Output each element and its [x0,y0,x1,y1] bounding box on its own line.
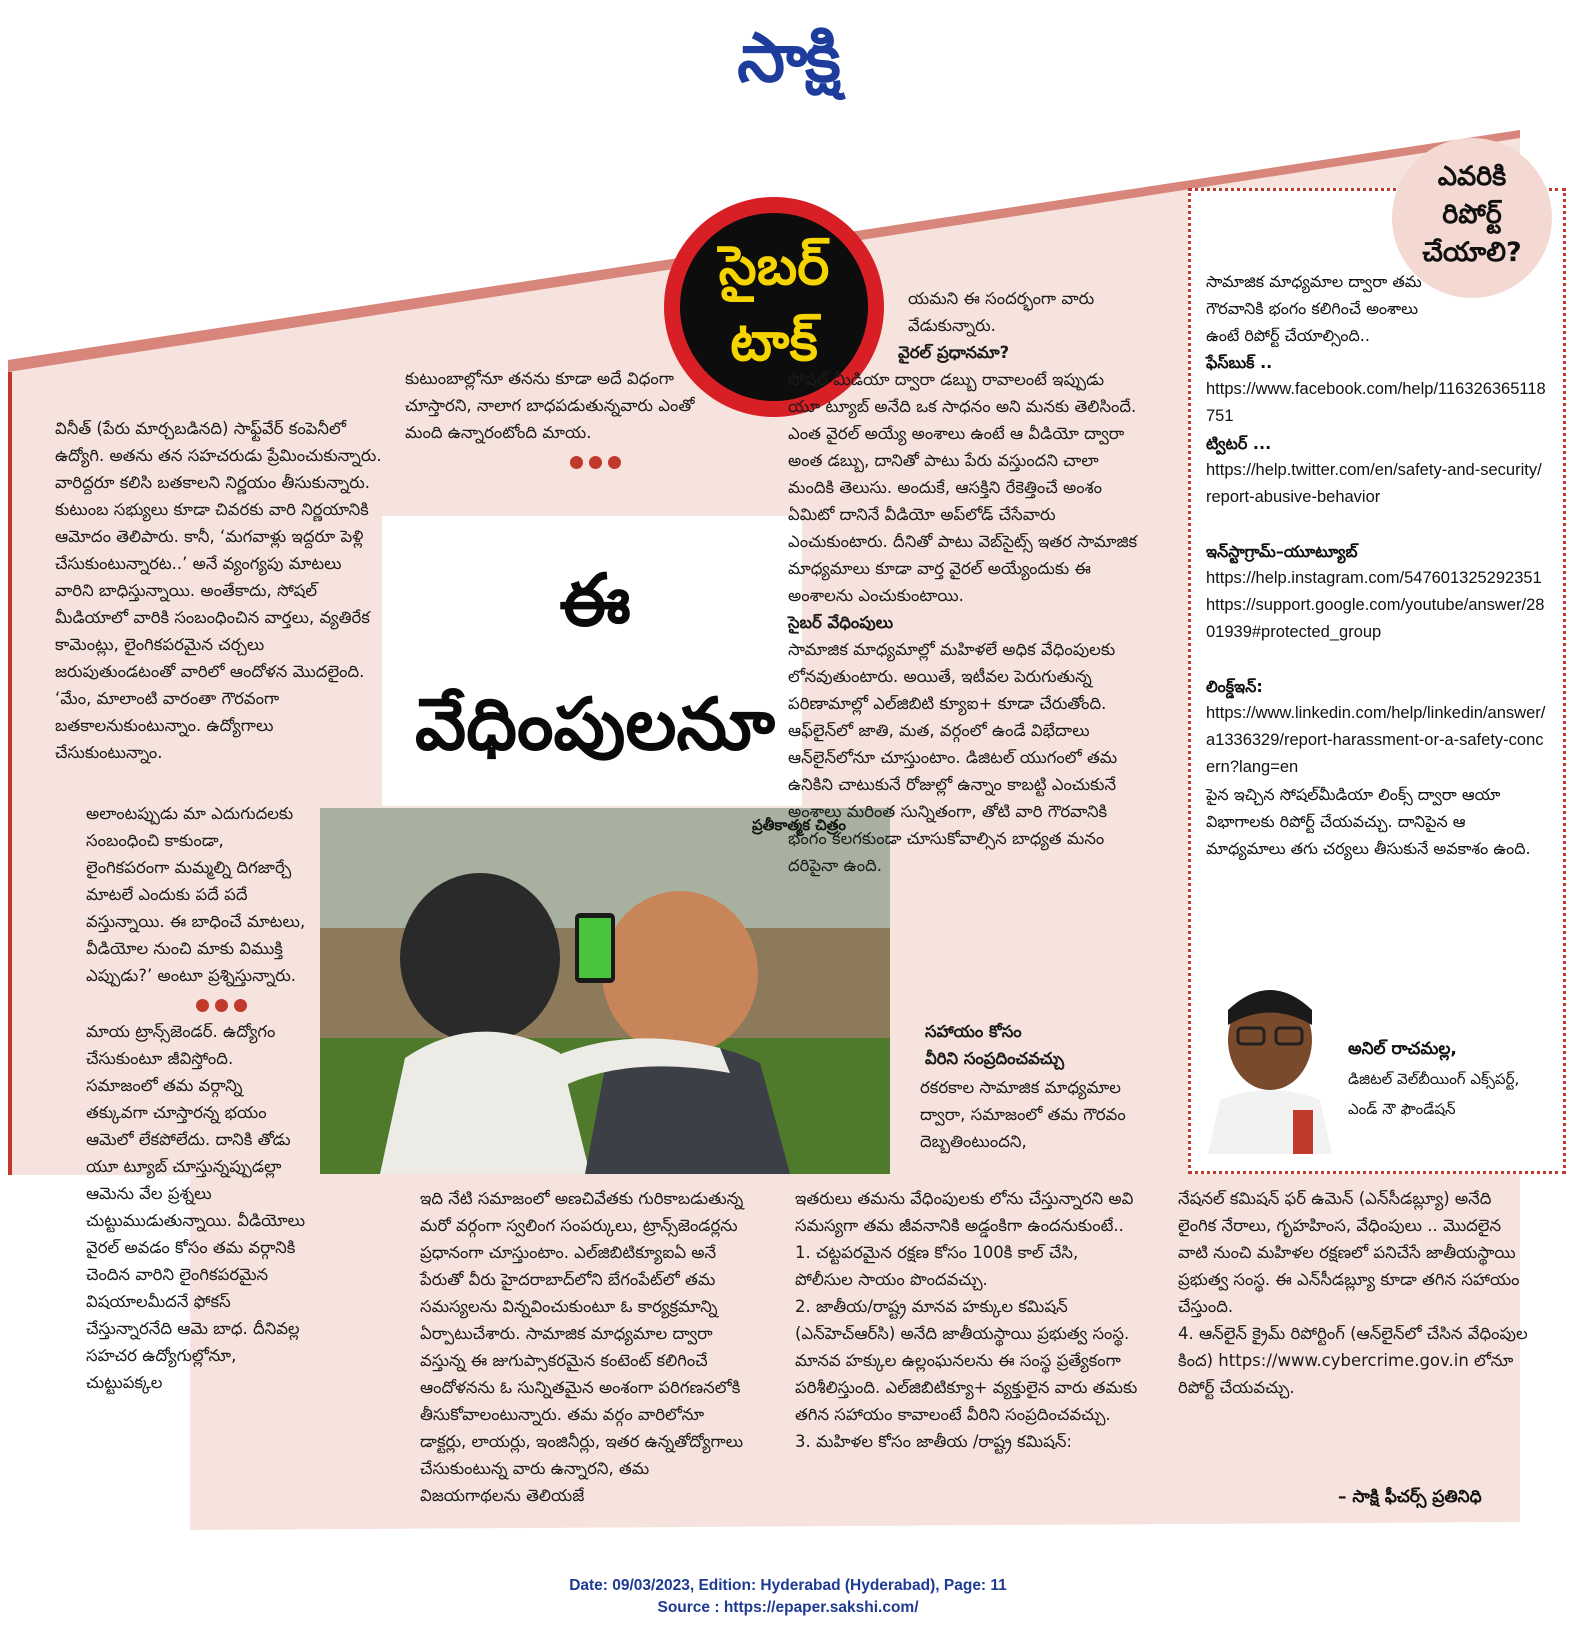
heading-cyber-harassment: సైబర్ వేధింపులు [788,613,894,632]
author-info [1348,1034,1558,1124]
page-footer [0,1575,1576,1619]
sidebar-content [1206,268,1546,862]
list-item-1: 1. చట్టపరమైన రక్షణ కోసం 100కి కాల్ చేసి, పోలీసుల సాయం పొందవచ్చు. [795,1243,1079,1289]
badge-line1: సైబర్ [718,234,830,297]
column-4 [1178,1185,1528,1401]
col3-para3: సామాజిక మాధ్యమాల్లో మహిళలే అధిక వేధింపులకు లోనవుతుంటారు. అయితే, ఇటీవల పెరుగుతున్న పరిణామాల్లో ఎల్‌జిబిటి క్యూఐ+ కూడా చేరుతోంది. ఆఫ్‌లైన్‌లో జాతి, మత, వర్గంలో ఉండే విభేదాలు ఆన్‌లైన్‌లోనూ చూస్తుంటాం. డిజిటల్ యుగంలో తమ ఉనికిని చాటుకునే రోజుల్లో ఉన్నాం కాబట్టి ఎంచుకునే అంశాలు మరింత సున్నితంగా, తోటి వారి గౌరవానికి భంగం కలగకుండా చూసుకోవాల్సిన బాధ్యత మనం దరిపైనా ఉంది. [788,640,1118,875]
author-title: డిజిటల్ వెల్‌బీయింగ్ ఎక్స్‌పర్ట్, [1348,1070,1520,1088]
col1-para2: అలాంటప్పుడు మా ఎదుగుదలకు సంబంధించి కాకుండా, లైంగికపరంగా మమ్మల్ని దిగజార్చే మాటలే ఎందుకు పదే పదే వస్తున్నాయి. ఈ బాధించే మాటలు, వీడియోల నుంచి మాకు విముక్తి ఎప్పుడు?’ అంటూ ప్రశ్నిస్తున్నారు. [86,804,306,985]
col3-para2: సోషల్ మీడియా ద్వారా డబ్బు రావాలంటే ఇప్పుడు యూ ట్యూబ్ అనేది ఒక సాధనం అని మనకు తెలిసిందే. ఎంత వైరల్ అయ్యే అంశాలు ఉంటే ఆ వీడియో ద్వారా అంత డబ్బు, దానితో పాటు పేరు వస్తుందని చాలా మందికి తెలుసు. అందుకే, ఆసక్తిని రేకెత్తించే అంశం ఏమిటో దానినే వీడియో అప్‌లోడ్ చేసేవారు ఎంచుకుంటారు. దీనితో పాటు వెబ్‌సైట్స్ ఇతర సామాజిక మాధ్యమాలు కూడా వార్త వైరల్ అయ్యేందుకు ఈ అంశాలను ఎంచుకుంటాయి. [788,370,1138,605]
sakshi-logo: సాక్షి [737,19,839,98]
col1-para1: వినీత్ (పేరు మార్చబడినది) సాఫ్ట్‌వేర్ కంపెనీలో ఉద్యోగి. అతను తన సహచరుడు ప్రేమించుకున్నారు. వారిద్దరూ కలిసి బతకాలని నిర్ణయం తీసుకున్నారు. కుటుంబ సభ్యులు కూడా చివరకు వారి నిర్ణయానికి ఆమోదం తెలిపారు. కానీ, ‘మగవాళ్లు ఇద్దరూ పెళ్లి చేసుకుంటున్నారట..’ అనే వ్యంగ్యపు మాటలు వారిని బాధిస్తున్నాయి. అంతేకాదు, సోషల్ మీడియాలో వారికి సంబంధించిన వార్తలు, వ్యతిరేక కామెంట్లు, లైంగికపరమైన చర్చలు జరుపుతుండటంతో వారిలో ఆందోళన మొదలైంది. ‘మేం, మాలాంటి వారంతా గౌరవంగా బతకాలనుకుంటున్నాం. ఉద్యోగాలు చేసుకుంటున్నాం. [55,419,382,762]
sidebar-outro: పైన ఇచ్చిన సోషల్‌మీడియా లింక్స్ ద్వారా ఆయా విభాగాలకు రిపోర్ట్ చేయవచ్చు. దానిపైన ఆ మాధ్యమాలు తగు చర్యలు తీసుకునే అవకాశం ఉంది. [1206,785,1531,858]
heading-help-1: సహాయం కోసం [925,1022,1022,1041]
column-1 [55,415,385,766]
photo-caption: ప్రతీకాత్మక చిత్రం [752,816,847,834]
heading-help-2: వీరిని సంప్రదించవచ్చు [925,1049,1065,1068]
author-org: ఎండ్ నౌ ఫౌండేషన్ [1348,1100,1456,1118]
footer-date: Date: 09/03/2023, Edition: Hyderabad (Hyderabad), Page: 11 [569,1577,1007,1594]
badge-line2: టాక్ [730,310,818,373]
column-3 [788,285,1138,879]
col3-para1: యమని ఈ సందర్భంగా వారు వేడుకున్నారు. [908,289,1095,335]
column-2b [420,1185,750,1509]
footer-source: Source : https://epaper.sakshi.com/ [657,1599,919,1616]
list-item-3: 3. మహిళల కోసం జాతీయ /రాష్ట్ర కమిషన్: [795,1432,1072,1451]
headline-line1: ఈ వేధింపులనూ [414,558,776,766]
column-1b [86,800,308,1396]
separator-dots [570,456,735,469]
facebook-link[interactable]: https://www.facebook.com/help/116326365118751 [1206,380,1546,425]
list-item-2: 2. జాతీయ/రాష్ట్ర మానవ హక్కుల కమిషన్ (ఎన్‌హెచ్‌ఆర్‌సి) అనేది జాతీయస్థాయి ప్రభుత్వ సంస్థ. మానవ హక్కుల ఉల్లంఘనలను ఈ సంస్థ ప్రత్యేకంగా పరిశీలిస్తుంది. ఎల్‌జిబిటిక్యూ+ వ్యక్తులైన వారు తమకు తగిన సహాయం కావాలంటే వీరిని సంప్రదించవచ్చు. [795,1297,1138,1424]
circle-line1: ఎవరికి [1437,161,1507,192]
column-3-help-body [920,1074,1140,1155]
column-3-help [925,1018,1140,1072]
twitter-link[interactable]: https://help.twitter.com/en/safety-and-security/report-abusive-behavior [1206,461,1542,506]
column-3b [795,1185,1140,1455]
list-item-4: 4. ఆన్‌లైన్ క్రైమ్ రిపోర్టింగ్ (ఆన్‌లైన్‌లో చేసిన వేధింపుల కింద) https://www.cybercrime.gov.in లోనూ రిపోర్ట్ చేయవచ్చు. [1178,1324,1528,1397]
heading-viral: వైరల్ ప్రధానమా? [898,343,1010,362]
col3-para4: ఇతరులు తమను వేధింపులకు లోను చేస్తున్నారని అవి సమస్యగా తమ జీవనానికి అడ్డంకిగా ఉందనుకుంటే.. [795,1189,1134,1235]
twitter-label: ట్విటర్ ... [1206,434,1272,453]
col1-para3: మాయ ట్రాన్స్‌జెండర్. ఉద్యోగం చేసుకుంటూ జీవిస్తోంది. సమాజంలో తమ వర్గాన్ని తక్కువగా చూస్తారన్న భయం ఆమెలో లేకపోలేదు. దానికి తోడు యూ ట్యూబ్ చూస్తున్నప్పుడల్లా ఆమెను వేల ప్రశ్నలు చుట్టుముడుతున్నాయి. వీడియోలు వైరల్ అవడం కోసం తమ వర్గానికి చెందిన వారిని లైంగికపరమైన విషయాలమీదనే ఫోకస్ చేస్తున్నారనేది ఆమె బాధ. దీనివల్ల సహచర ఉద్యోగుల్లోనూ, చుట్టుపక్కల [86,1022,306,1392]
linkedin-label: లింక్డ్‌ఇన్: [1206,677,1263,696]
separator-dots [196,999,308,1012]
sidebar-circle-text [1392,158,1552,272]
sidebar-intro: సామాజిక మాధ్యమాల ద్వారా తమ గౌరవానికి భంగం కలిగించే అంశాలు ఉంటే రిపోర్ట్ చేయాల్సింది.. [1206,272,1422,345]
col4-para1: నేషనల్ కమిషన్ ఫర్ ఉమెన్ (ఎన్‌సీడబ్ల్యూ) అనేది లైంగిక నేరాలు, గృహహింస, వేధింపులు .. మొదలైన వాటి నుంచి మహిళల రక్షణలో పనిచేసే జాతీయస్థాయి ప్రభుత్వ సంస్థ. ఈ ఎన్‌సీడబ్ల్యూ కూడా తగిన సహాయం చేస్తుంది. [1178,1189,1520,1316]
author-name: అనిల్ రాచమల్ల, [1348,1039,1457,1059]
instagram-youtube-label: ఇన్‌స్టాగ్రామ్–యూట్యూబ్ [1206,542,1358,561]
facebook-label: ఫేస్‌బుక్ .. [1206,353,1273,372]
col2-para2: ఇది నేటి సమాజంలో అణచివేతకు గురికాబడుతున్న మరో వర్గంగా స్వలింగ సంపర్కులు, ట్రాన్స్‌జెండర్లను ప్రధానంగా చూస్తుంటాం. ఎల్‌జిబిటిక్యూఐఏ అనే పేరుతో వీరు హైదరాబాద్‌లోని బేగంపేట్‌లో తమ సమస్యలను విన్నవించుకుంటూ ఓ కార్యక్రమాన్ని ఏర్పాటుచేశారు. సామాజిక మాధ్యమాల ద్వారా వస్తున్న ఈ జుగుప్సాకరమైన కంటెంట్ కలిగించే ఆందోళనను ఓ సున్నితమైన అంశంగా పరిగణనలోకి తీసుకోవాలంటున్నారు. తమ వర్గం వారిలోనూ డాక్టర్లు, లాయర్లు, ఇంజినీర్లు, ఇతర ఉన్నతోద్యోగాలు చేసుకుంటున్న వారు ఉన్నారని, తమ విజయగాథలను తెలియజే [420,1189,744,1505]
column-2 [405,365,735,469]
col2-para1: కుటుంబాల్లోనూ తనను కూడా అదే విధంగా చూస్తారని, నాలాగ బాధపడుతున్నవారు ఎంతో మంది ఉన్నారంటోంది మాయ. [405,369,695,442]
author-photo [1198,970,1341,1154]
col3-para4-start: రకరకాల సామాజిక మాధ్యమాల ద్వారా, సమాజంలో తమ గౌరవం దెబ్బతింటుందని, [920,1078,1126,1151]
circle-line3: చేయాలి? [1422,237,1522,268]
byline: – సాక్షి ఫీచర్స్ ప్రతినిధి [1338,1487,1482,1507]
circle-line2: రిపోర్ట్ [1442,199,1502,230]
instagram-youtube-link[interactable]: https://help.instagram.com/547601325292351https://support.google.com/youtube/answer/2801939#protected_group [1206,569,1545,641]
linkedin-link[interactable]: https://www.linkedin.com/help/linkedin/answer/a1336329/report-harassment-or-a-safety-concern?lang=en [1206,704,1546,776]
